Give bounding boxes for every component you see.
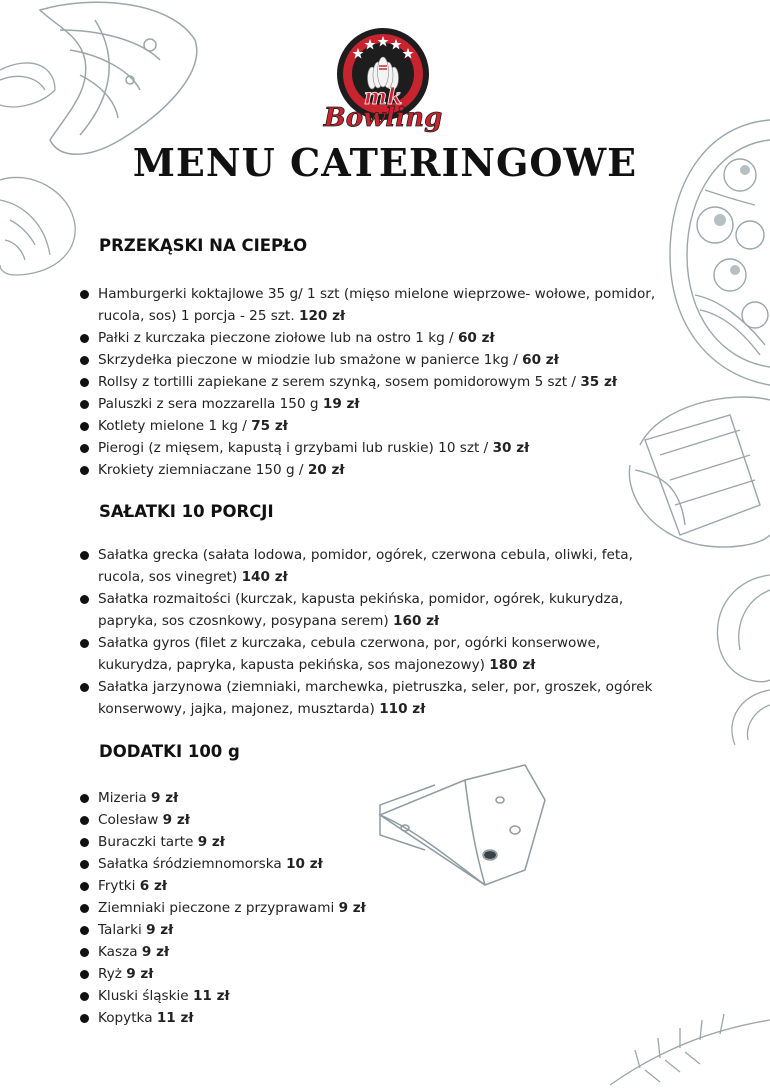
item-price: 75 zł bbox=[251, 418, 288, 434]
item-price: 9 zł bbox=[151, 790, 179, 806]
item-text: Kluski śląskie bbox=[98, 988, 193, 1004]
item-price: 140 zł bbox=[241, 569, 288, 585]
item-price: 35 zł bbox=[580, 374, 617, 390]
list-item bbox=[80, 371, 670, 393]
list-item bbox=[80, 327, 670, 349]
list-item bbox=[80, 393, 670, 415]
item-price: 110 zł bbox=[379, 701, 426, 717]
item-text: Mizeria bbox=[98, 790, 152, 806]
item-text: Buraczki tarte bbox=[98, 834, 198, 850]
item-price: 120 zł bbox=[299, 308, 346, 324]
list-item bbox=[80, 544, 670, 588]
item-price: 9 zł bbox=[146, 922, 174, 938]
list-item bbox=[80, 437, 670, 459]
page-title: MENU CATERINGOWE bbox=[132, 140, 638, 185]
list-item bbox=[80, 919, 670, 941]
item-text: Paluszki z sera mozzarella 150 g bbox=[98, 396, 323, 412]
item-price: 60 zł bbox=[522, 352, 559, 368]
item-text: Pierogi (z mięsem, kapustą i grzybami lub ruskie) 10 szt / bbox=[98, 440, 493, 456]
list-item bbox=[80, 676, 670, 720]
list-item bbox=[80, 831, 670, 853]
list-item bbox=[80, 415, 670, 437]
item-price: 19 zł bbox=[322, 396, 360, 412]
item-text: Skrzydełka pieczone w miodzie lub smażone w panierce 1kg / bbox=[98, 352, 523, 368]
item-text: Ziemniaki pieczone z przyprawami bbox=[98, 900, 339, 916]
item-text: Sałatka grecka (sałata lodowa, pomidor, ogórek, czerwona cebula, oliwki, feta, rucola, sos vinegret) bbox=[98, 547, 633, 585]
item-price: 9 zł bbox=[141, 944, 170, 960]
item-price: 20 zł bbox=[307, 462, 345, 478]
item-price: 11 zł bbox=[156, 1010, 194, 1026]
list-item bbox=[80, 897, 670, 919]
item-text: Rollsy z tortilli zapiekane z serem szynką, sosem pomidorowym 5 szt / bbox=[98, 374, 581, 390]
item-text: Ryż bbox=[98, 966, 127, 982]
item-text: Sałatka jarzynowa (ziemniaki, marchewka, pietruszka, seler, por, groszek, ogórek konserwowy, jajka, majonez, musztarda) bbox=[98, 679, 653, 717]
list-item bbox=[80, 963, 670, 985]
item-text: Kopytka bbox=[98, 1010, 157, 1026]
item-price: 60 zł bbox=[457, 330, 495, 346]
list-item bbox=[80, 588, 670, 632]
list-item bbox=[80, 459, 670, 481]
list-item bbox=[80, 875, 670, 897]
item-price: 11 zł bbox=[192, 988, 230, 1004]
salads-list bbox=[80, 544, 670, 720]
item-price: 10 zł bbox=[286, 856, 323, 872]
list-item bbox=[80, 632, 670, 676]
item-text: Sałatka rozmaitości (kurczak, kapusta pekińska, pomidor, ogórek, kukurydza, papryka, sos czosnkowy, posypana serem) bbox=[98, 591, 624, 629]
list-item bbox=[80, 941, 670, 963]
item-price: 30 zł bbox=[492, 440, 530, 456]
list-item bbox=[80, 853, 670, 875]
lettuce-leaf-illustration bbox=[0, 170, 80, 280]
item-price: 9 zł bbox=[197, 834, 225, 850]
list-item bbox=[80, 349, 670, 371]
list-item bbox=[80, 1007, 670, 1029]
section-heading-sides: DODATKI 100 g bbox=[99, 742, 240, 761]
item-text: Kasza bbox=[98, 944, 142, 960]
item-text: Sałatka gyros (filet z kurczaka, cebula czerwona, por, ogórki konserwowe, kukurydza, papryka, kapusta pekińska, sos majonezowy) bbox=[98, 635, 601, 673]
item-text: Pałki z kurczaka pieczone ziołowe lub na ostro 1 kg / bbox=[98, 330, 458, 346]
item-price: 9 zł bbox=[126, 966, 154, 982]
sides-list bbox=[80, 787, 670, 1029]
item-price: 160 zł bbox=[393, 613, 440, 629]
section-heading-salads: SAŁATKI 10 PORCJI bbox=[99, 502, 274, 521]
item-text: Frytki bbox=[98, 878, 140, 894]
logo-bowling-text: Bowling bbox=[323, 103, 443, 133]
item-text: Kotlety mielone 1 kg / bbox=[98, 418, 252, 434]
logo-mk-text: mk bbox=[363, 84, 403, 110]
item-text: Talarki bbox=[98, 922, 147, 938]
list-item bbox=[80, 985, 670, 1007]
hot-appetizers-list bbox=[80, 283, 670, 481]
item-price: 6 zł bbox=[139, 878, 167, 894]
section-heading-hot-appetizers: PRZEKĄSKI NA CIEPŁO bbox=[99, 236, 308, 255]
item-text: Colesław bbox=[98, 812, 163, 828]
mk-bowling-logo bbox=[318, 22, 448, 138]
herb-leaf-illustration bbox=[700, 570, 770, 750]
item-price: 180 zł bbox=[489, 657, 536, 673]
item-text: Krokiety ziemniaczane 150 g / bbox=[98, 462, 308, 478]
item-price: 9 zł bbox=[338, 900, 366, 916]
list-item bbox=[80, 809, 670, 831]
list-item bbox=[80, 787, 670, 809]
item-text: Hamburgerki koktajlowe 35 g/ 1 szt (mięso mielone wieprzowe- wołowe, pomidor, rucola, sos) 1 porcja - 25 szt. bbox=[98, 286, 656, 324]
list-item bbox=[80, 283, 670, 327]
item-text: Sałatka śródziemnomorska bbox=[98, 856, 287, 872]
item-price: 9 zł bbox=[162, 812, 190, 828]
